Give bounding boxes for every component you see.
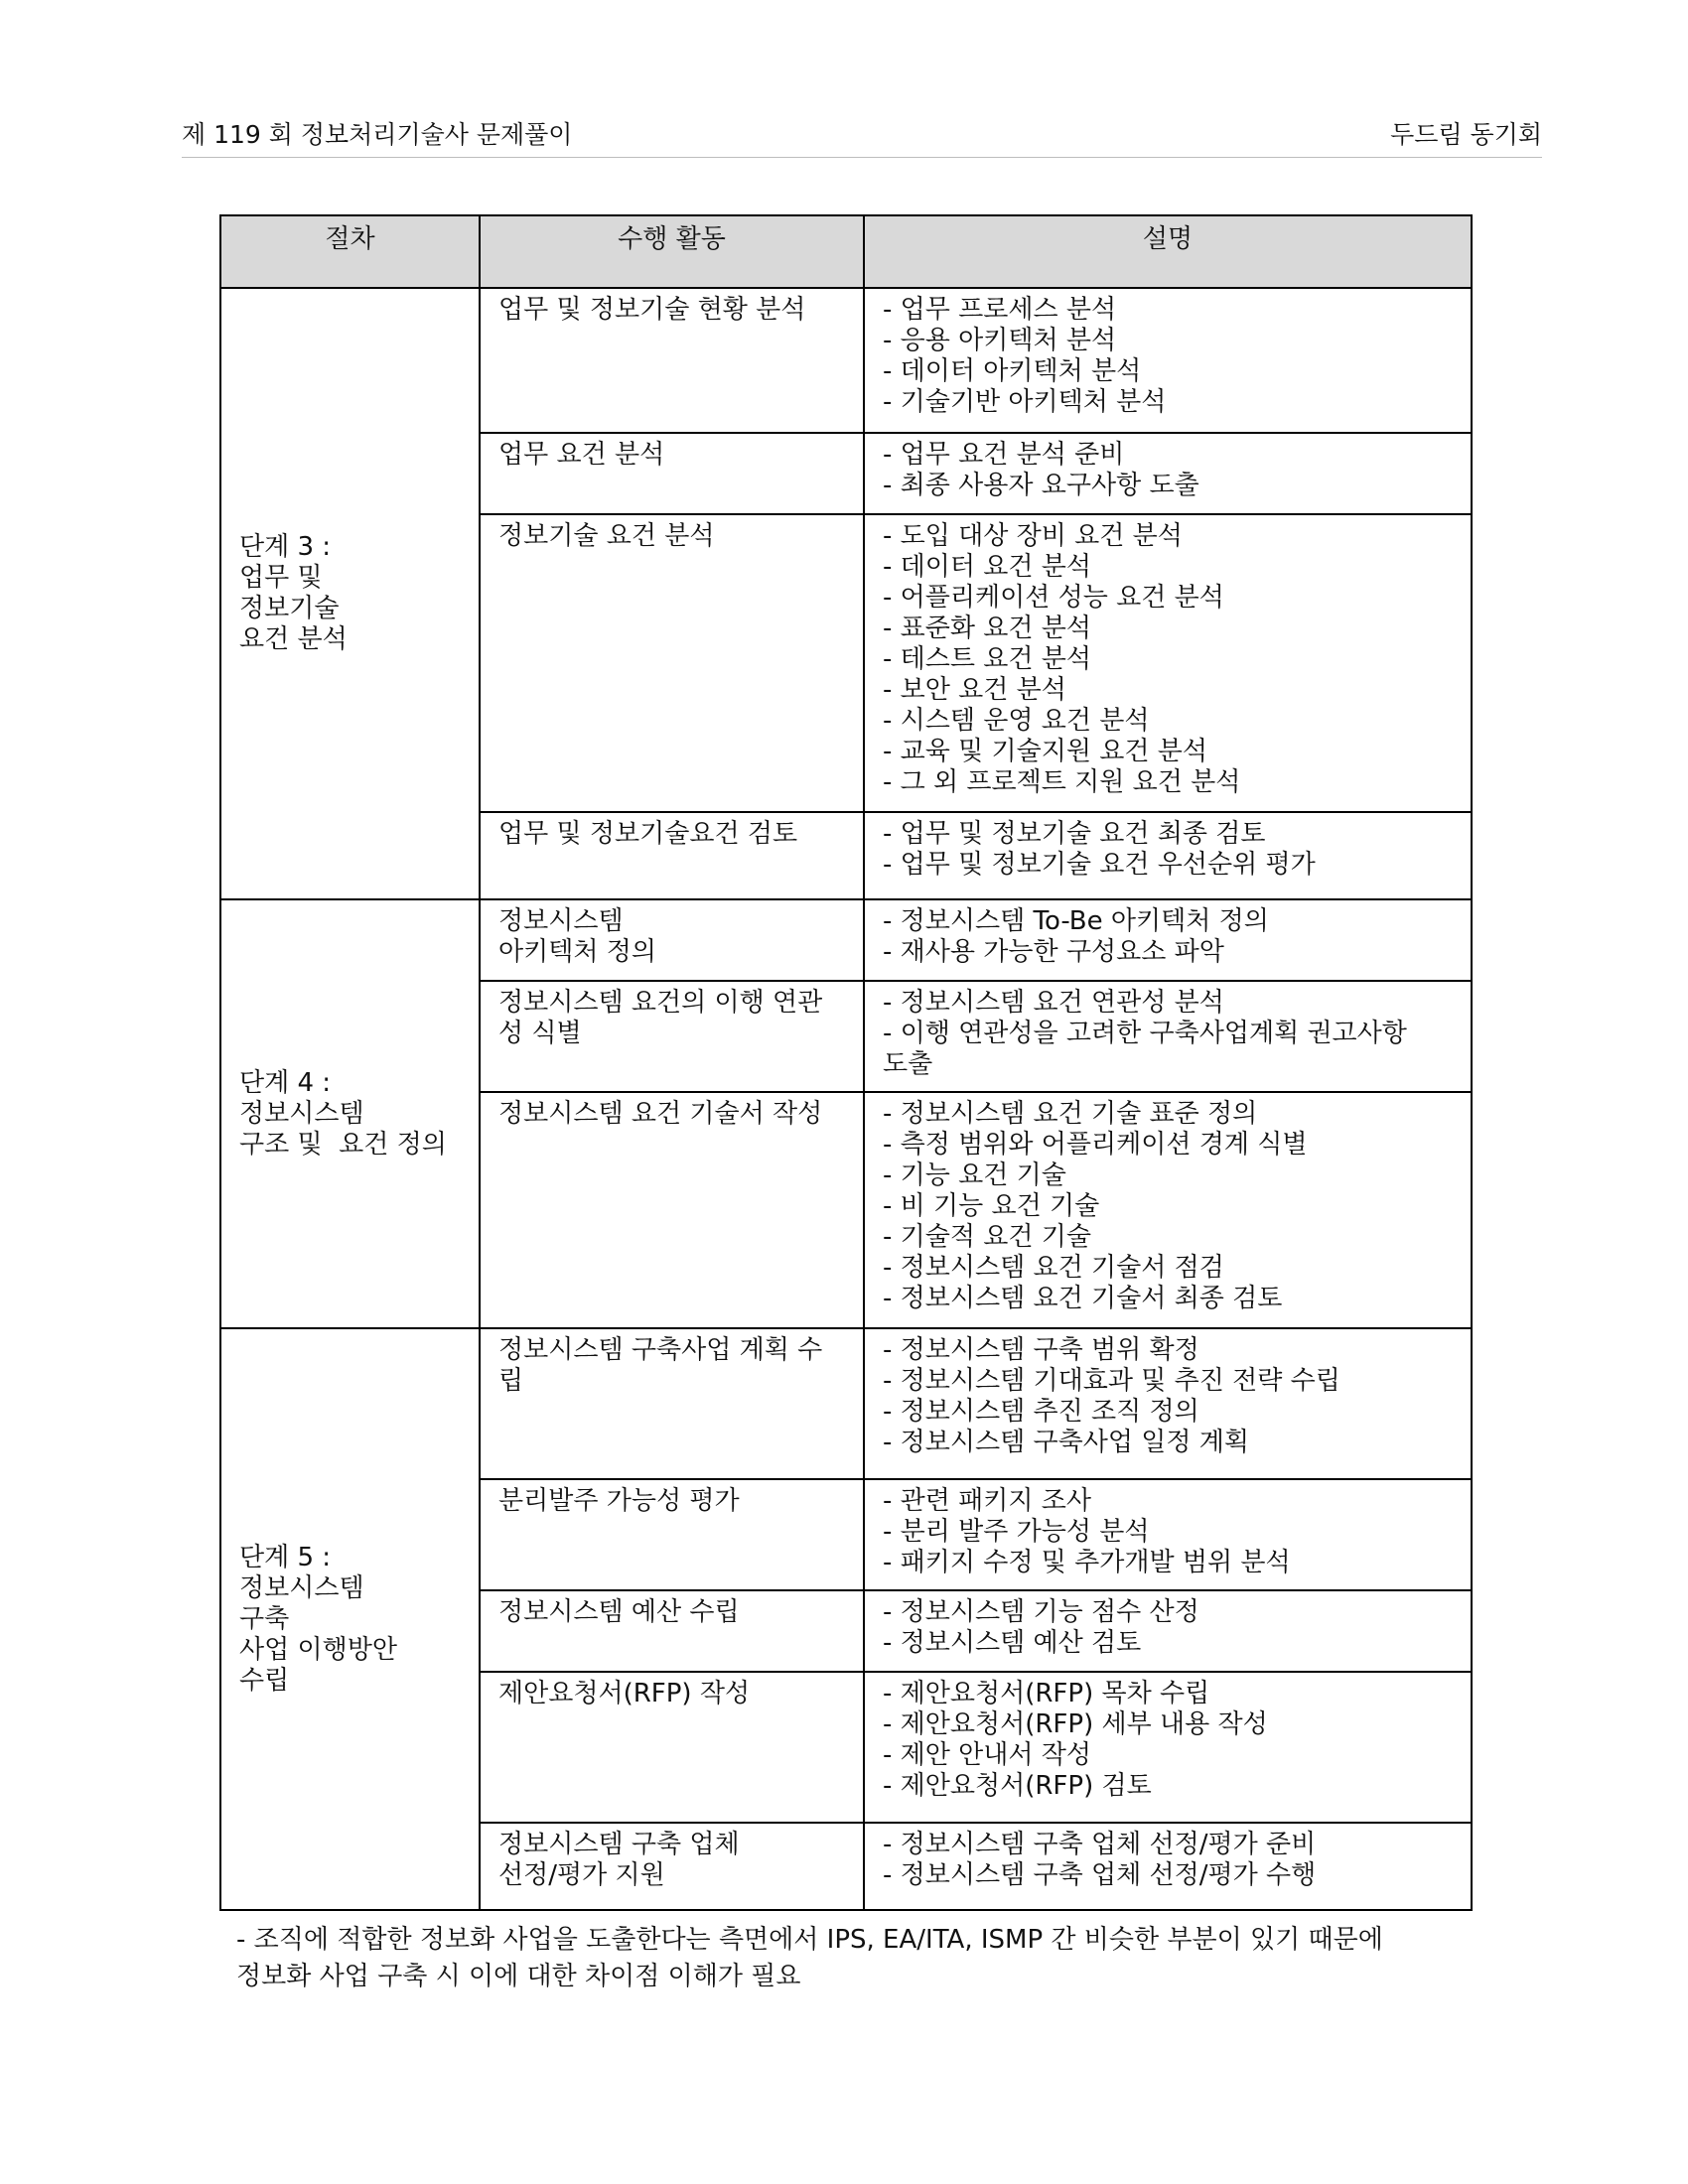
- activity-line: 정보시스템 구축 업체: [498, 1830, 740, 1859]
- description-line: - 분리 발주 가능성 분석: [883, 1517, 1150, 1547]
- description-line: - 정보시스템 구축 업체 선정/평가 수행: [883, 1860, 1317, 1890]
- description-line: - 데이터 요건 분석: [883, 552, 1091, 582]
- activity-cell: [480, 288, 864, 433]
- description-line: - 제안 안내서 작성: [883, 1740, 1091, 1770]
- description-line: - 최종 사용자 요구사항 도출: [883, 471, 1199, 500]
- activity-line: 정보시스템 요건의 이행 연관: [498, 988, 823, 1018]
- description-line: - 관련 패키지 조사: [883, 1486, 1091, 1516]
- activity-line: 아키텍처 정의: [498, 937, 656, 967]
- description-cell: [864, 812, 1472, 899]
- description-line: - 그 외 프로젝트 지원 요건 분석: [883, 767, 1241, 797]
- description-line: - 측정 범위와 어플리케이션 경계 식별: [883, 1130, 1308, 1160]
- stage-label-line: 단계 4 :: [239, 1067, 332, 1098]
- description-line: - 어플리케이션 성능 요건 분석: [883, 583, 1224, 613]
- header-procedure: 절차: [220, 215, 480, 288]
- description-line: - 패키지 수정 및 추가개발 범위 분석: [883, 1548, 1291, 1577]
- description-line: - 정보시스템 To-Be 아키텍처 정의: [883, 906, 1269, 936]
- description-line: - 데이터 아키텍처 분석: [883, 356, 1142, 386]
- description-line: - 정보시스템 기대효과 및 추진 전략 수립: [883, 1366, 1340, 1396]
- description-cell: [864, 1092, 1472, 1328]
- description-line: - 정보시스템 요건 기술 표준 정의: [883, 1099, 1258, 1129]
- description-cell: [864, 288, 1472, 433]
- description-cell: [864, 1590, 1472, 1672]
- procedure-table: [219, 214, 1473, 1911]
- activity-line: 정보시스템 요건 기술서 작성: [498, 1099, 823, 1129]
- stage-label-line: 구축: [239, 1603, 290, 1634]
- activity-cell: [480, 899, 864, 981]
- table-body: [220, 288, 1472, 1910]
- table-row: [220, 288, 1472, 433]
- stage-label-line: 요건 분석: [239, 624, 348, 654]
- activity-line: 정보시스템 구축사업 계획 수: [498, 1335, 823, 1365]
- stage-cell: [220, 1328, 480, 1910]
- stage-label-line: 단계 5 :: [239, 1542, 332, 1572]
- description-line: - 정보시스템 예산 검토: [883, 1628, 1142, 1658]
- table-header-row: [220, 215, 1472, 288]
- description-line: - 업무 및 정보기술 요건 우선순위 평가: [883, 850, 1316, 880]
- activity-line: 정보기술 요건 분석: [498, 521, 715, 551]
- description-line: - 제안요청서(RFP) 목차 수립: [883, 1679, 1210, 1708]
- activity-line: 선정/평가 지원: [498, 1860, 665, 1890]
- activity-cell: [480, 1328, 864, 1479]
- description-line: - 도입 대상 장비 요건 분석: [883, 521, 1183, 551]
- activity-cell: [480, 1590, 864, 1672]
- description-line: - 정보시스템 요건 연관성 분석: [883, 988, 1224, 1018]
- description-cell: [864, 899, 1472, 981]
- activity-cell: [480, 514, 864, 812]
- activity-line: 업무 및 정보기술요건 검토: [498, 819, 798, 849]
- activity-line: 업무 및 정보기술 현황 분석: [498, 295, 806, 325]
- activity-cell: [480, 433, 864, 514]
- description-line: - 제안요청서(RFP) 세부 내용 작성: [883, 1709, 1268, 1739]
- description-line: - 재사용 가능한 구성요소 파악: [883, 937, 1224, 967]
- stage-label-line: 정보기술: [239, 594, 340, 623]
- stage-cell: [220, 899, 480, 1328]
- activity-line: 립: [498, 1366, 524, 1396]
- footnote-line: - 조직에 적합한 정보화 사업을 도출한다는 측면에서 IPS, EA/ITA, ISMP 간 비슷한 부분이 있기 때문에: [236, 1925, 1383, 1955]
- description-line: - 기술적 요건 기술: [883, 1222, 1091, 1252]
- description-line: - 정보시스템 구축 업체 선정/평가 준비: [883, 1830, 1317, 1859]
- description-cell: [864, 514, 1472, 812]
- stage-label-line: 구조 및 요건 정의: [239, 1129, 447, 1160]
- activity-cell: [480, 1479, 864, 1590]
- stage-label-line: 업무 및: [239, 563, 323, 593]
- activity-cell: [480, 981, 864, 1092]
- activity-line: 업무 요건 분석: [498, 440, 665, 470]
- description-line: - 교육 및 기술지원 요건 분석: [883, 737, 1207, 766]
- description-line: - 이행 연관성을 고려한 구축사업계획 권고사항: [883, 1019, 1407, 1048]
- description-cell: [864, 433, 1472, 514]
- activity-line: 정보시스템: [498, 906, 624, 936]
- description-line: - 업무 프로세스 분석: [883, 295, 1117, 325]
- table-row: [220, 899, 1472, 981]
- description-line: - 정보시스템 추진 조직 정의: [883, 1397, 1199, 1427]
- activity-cell: [480, 1092, 864, 1328]
- description-line: - 정보시스템 구축 범위 확정: [883, 1335, 1199, 1365]
- activity-cell: [480, 1823, 864, 1910]
- description-line: - 정보시스템 기능 점수 산정: [883, 1597, 1199, 1627]
- description-line: - 제안요청서(RFP) 검토: [883, 1771, 1152, 1801]
- stage-label-line: 사업 이행방안: [239, 1634, 397, 1665]
- footnote: [236, 1922, 1487, 1995]
- description-line: - 정보시스템 요건 기술서 최종 검토: [883, 1284, 1283, 1313]
- description-line: - 시스템 운영 요건 분석: [883, 706, 1150, 736]
- description-cell: [864, 1823, 1472, 1910]
- description-cell: [864, 1672, 1472, 1823]
- activity-line: 분리발주 가능성 평가: [498, 1486, 740, 1516]
- stage-label-line: 정보시스템: [239, 1098, 364, 1129]
- header-author: 두드림 동기회: [1390, 120, 1542, 149]
- header-description: 설명: [864, 215, 1472, 288]
- activity-cell: [480, 1672, 864, 1823]
- activity-line: 제안요청서(RFP) 작성: [498, 1679, 751, 1708]
- description-line: - 업무 및 정보기술 요건 최종 검토: [883, 819, 1266, 849]
- description-line: - 기술기반 아키텍처 분석: [883, 387, 1167, 417]
- description-line: - 테스트 요건 분석: [883, 644, 1091, 674]
- description-line: - 비 기능 요건 기술: [883, 1191, 1100, 1221]
- header-activity: 수행 활동: [480, 215, 864, 288]
- description-cell: [864, 1479, 1472, 1590]
- stage-label-line: 단계 3 :: [239, 532, 332, 562]
- description-line: - 정보시스템 구축사업 일정 계획: [883, 1428, 1249, 1457]
- stage-cell: [220, 288, 480, 899]
- description-line: - 표준화 요건 분석: [883, 614, 1091, 643]
- description-line: - 업무 요건 분석 준비: [883, 440, 1125, 470]
- stage-label-line: 수립: [239, 1665, 290, 1696]
- description-line: - 보안 요건 분석: [883, 675, 1066, 705]
- activity-line: 성 식별: [498, 1019, 582, 1048]
- description-line: - 기능 요건 기술: [883, 1160, 1066, 1190]
- footnote-line: 정보화 사업 구축 시 이에 대한 차이점 이해가 필요: [236, 1962, 801, 1991]
- activity-line: 정보시스템 예산 수립: [498, 1597, 740, 1627]
- stage-label-line: 정보시스템: [239, 1572, 364, 1603]
- description-line: - 정보시스템 요건 기술서 점검: [883, 1253, 1224, 1283]
- description-line: 도출: [883, 1049, 933, 1079]
- table-row: [220, 1328, 1472, 1479]
- page-header: [182, 109, 1542, 158]
- header-title: 제 119 회 정보처리기술사 문제풀이: [182, 120, 573, 149]
- activity-cell: [480, 812, 864, 899]
- description-cell: [864, 1328, 1472, 1479]
- description-cell: [864, 981, 1472, 1092]
- description-line: - 응용 아키텍처 분석: [883, 326, 1117, 355]
